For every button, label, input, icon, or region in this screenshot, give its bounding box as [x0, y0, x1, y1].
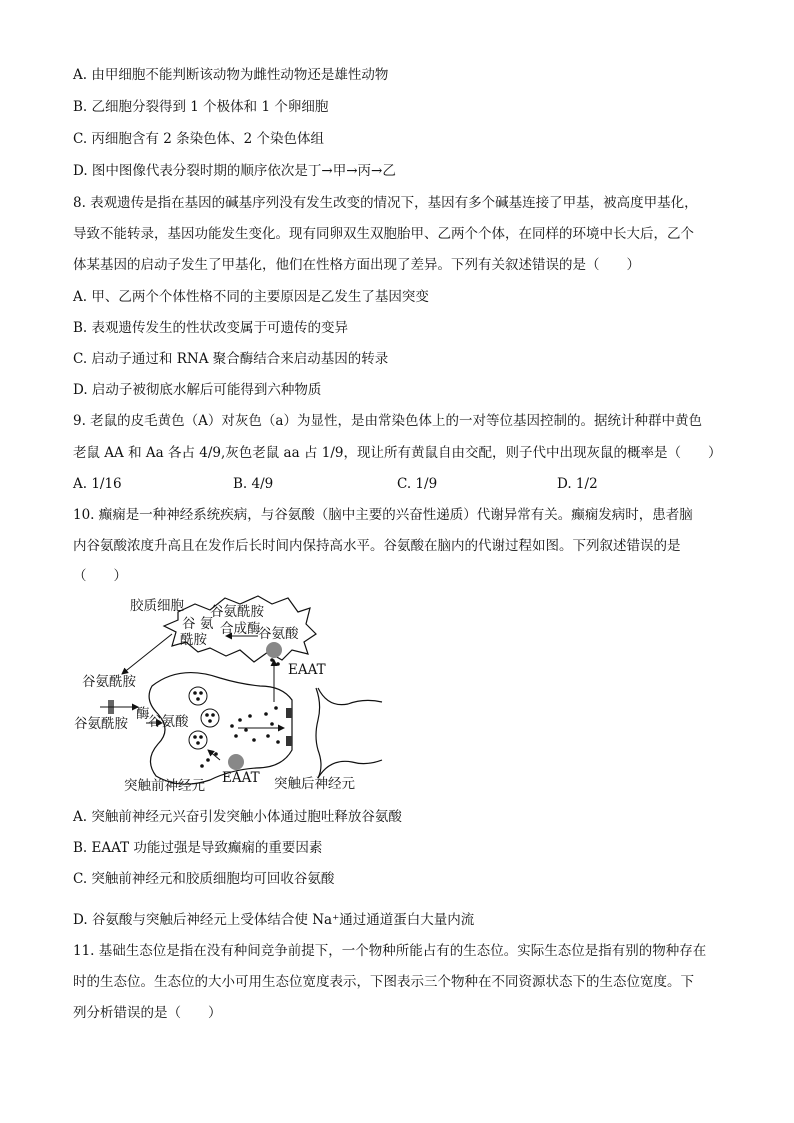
label-glial-cell: 胶质细胞: [130, 598, 184, 614]
label-glutamine-synthetase: 谷氨酰胺: [210, 604, 264, 620]
q8-stem-line-1: 8. 表观遗传是指在基因的碱基序列没有发生改变的情况下，基因有多个碱基连接了甲基，被高度甲基化，: [73, 195, 698, 211]
q10-option-c: C. 突触前神经元和胶质细胞均可回收谷氨酸: [73, 871, 335, 887]
eaat-transporter-bottom: [228, 754, 244, 770]
label-eaat-top: EAAT: [288, 662, 326, 678]
q11-stem-line-2: 时的生态位。生态位的大小可用生态位宽度表示，下图表示三个物种在不同资源状态下的生态位宽度。下: [73, 974, 694, 990]
label-gu: 谷: [182, 616, 196, 632]
q7-option-a: A. 由甲细胞不能判断该动物为雌性动物还是雄性动物: [73, 67, 389, 83]
q9-stem-line-2: 老鼠 AA 和 Aa 各占 4/9,灰色老鼠 aa 占 1/9，现让所有黄鼠自由交配，则子代中出现灰鼠的概率是（ ）: [73, 445, 722, 461]
q7-option-b: B. 乙细胞分裂得到 1 个极体和 1 个卵细胞: [73, 99, 329, 115]
q9-stem-line-1: 9. 老鼠的皮毛黄色（A）对灰色（a）为显性，是由常染色体上的一对等位基因控制的。据统计种群中黄色: [73, 413, 702, 429]
label-glutamate-presynaptic: 谷氨酸: [148, 714, 189, 730]
postsynaptic-dendrite-outline: [318, 688, 382, 705]
q10-option-a: A. 突触前神经元兴奋引发突触小体通过胞吐释放谷氨酸: [73, 809, 402, 825]
label-eaat-bottom: EAAT: [222, 770, 260, 786]
q8-stem-line-3: 体某基因的启动子发生了甲基化，他们在性格方面出现了差异。下列有关叙述错误的是（ ）: [73, 257, 640, 273]
q11-stem-line-1: 11. 基础生态位是指在没有种间竞争前提下，一个物种所能占有的生态位。实际生态位是指有别的物种存在: [73, 943, 707, 959]
vesicle: [189, 687, 207, 705]
q10-stem-line-2: 内谷氨酸浓度升高且在发作后长时间内保持高水平。谷氨酸在脑内的代谢过程如图。下列叙述错误的是: [73, 538, 681, 554]
eaat-transporter-top: [266, 642, 282, 658]
receptor-2: [286, 736, 292, 746]
q10-stem-line-3: （ ）: [73, 568, 127, 584]
label-glutamine-presynaptic: 谷氨酰胺: [74, 716, 128, 732]
arrow-glia-to-outside-glutamine: [122, 634, 172, 674]
label-glutamine-inside-glia: 酰胺: [180, 632, 207, 648]
label-postsynaptic-neuron: 突触后神经元: [274, 776, 355, 792]
label-glutamate-glia: 谷氨酸: [258, 626, 299, 642]
receptor-1: [286, 708, 292, 718]
postsynaptic-neuron-outline: [316, 688, 321, 778]
q9-option-b: B. 4/9: [233, 476, 274, 492]
q9-option-d: D. 1/2: [557, 476, 598, 492]
q8-option-b: B. 表观遗传发生的性状改变属于可遗传的变异: [73, 320, 349, 336]
q11-stem-line-3: 列分析错误的是（ ）: [73, 1005, 222, 1021]
label-glutamine-outside: 谷氨酰胺: [82, 674, 136, 690]
q10-option-d: D. 谷氨酸与突触后神经元上受体结合使 Na⁺通过通道蛋白大量内流: [73, 912, 475, 928]
glutamate-metabolism-diagram: [60, 590, 390, 805]
q8-option-d: D. 启动子被彻底水解后可能得到六种物质: [73, 382, 322, 398]
vesicle: [201, 709, 219, 727]
q8-option-c: C. 启动子通过和 RNA 聚合酶结合来启动基因的转录: [73, 351, 389, 367]
q8-option-a: A. 甲、乙两个个体性格不同的主要原因是乙发生了基因突变: [73, 289, 429, 305]
label-enzyme: 酶: [136, 706, 150, 722]
q9-option-c: C. 1/9: [397, 476, 438, 492]
q10-stem-line-1: 10. 癫痫是一种神经系统疾病，与谷氨酸（脑中主要的兴奋性递质）代谢异常有关。癫痫发病时，患者脑: [73, 507, 693, 523]
q8-stem-line-2: 导致不能转录，基因功能发生变化。现有同卵双生双胞胎甲、乙两个个体，在同样的环境中长大后，乙个: [73, 226, 694, 242]
label-synthetase: 合成酶: [220, 621, 261, 637]
label-presynaptic-neuron: 突触前神经元: [124, 778, 205, 794]
label-an: 氨: [200, 616, 214, 632]
q7-option-d: D. 图中图像代表分裂时期的顺序依次是丁→甲→丙→乙: [73, 163, 396, 179]
q10-option-b: B. EAAT 功能过强是导致癫痫的重要因素: [73, 840, 323, 856]
q9-option-a: A. 1/16: [73, 476, 122, 492]
vesicle: [189, 731, 207, 749]
q7-option-c: C. 丙细胞含有 2 条染色体、2 个染色体组: [73, 131, 324, 147]
